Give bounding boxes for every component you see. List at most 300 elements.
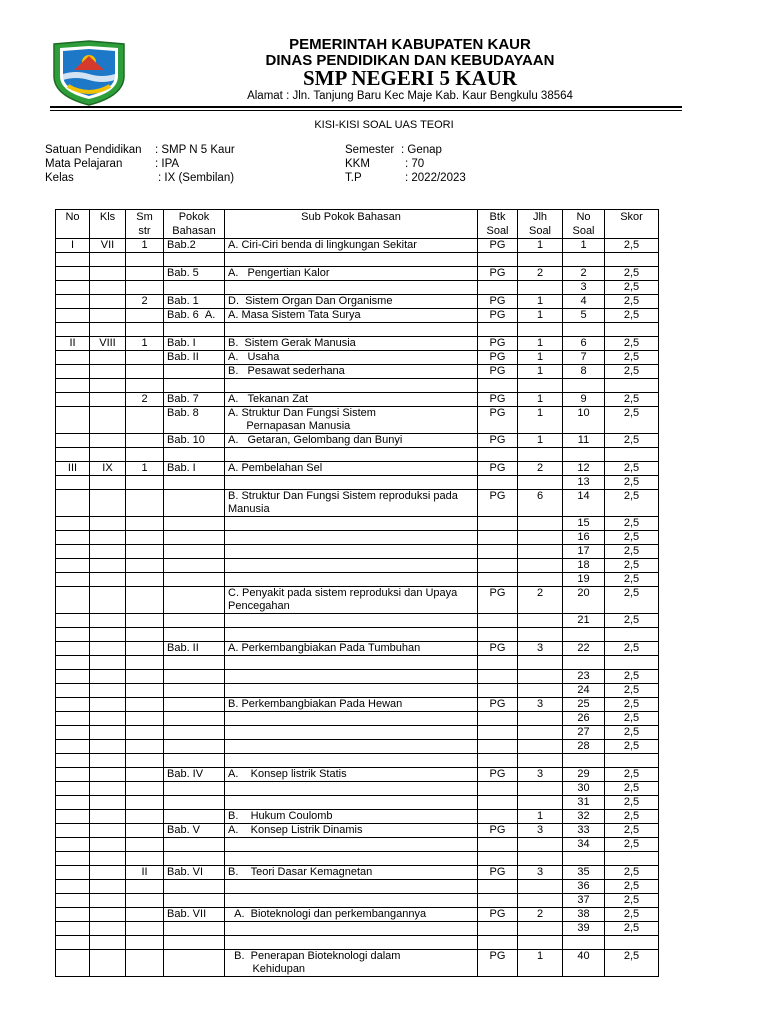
cell-smstr [126, 434, 164, 448]
cell-smstr [126, 922, 164, 936]
cell-no-soal [563, 656, 605, 670]
table-row [56, 323, 659, 337]
cell-kls [90, 712, 126, 726]
table-row [56, 337, 659, 351]
cell-no [56, 351, 90, 365]
cell-no [56, 838, 90, 852]
cell-sub-pokok-bahasan: A. Bioteknologi dan perkembangannya [225, 908, 478, 922]
cell-pokok-bahasan [164, 253, 225, 267]
cell-kls [90, 281, 126, 295]
cell-sub-pokok-bahasan: A. Ciri-Ciri benda di lingkungan Sekitar [225, 239, 478, 253]
table-row [56, 545, 659, 559]
cell-kls [90, 559, 126, 573]
cell-btk-soal: PG [478, 239, 518, 253]
cell-jlh-soal [518, 253, 563, 267]
cell-btk-soal: PG [478, 950, 518, 977]
cell-smstr [126, 936, 164, 950]
cell-no-soal: 16 [563, 531, 605, 545]
cell-smstr [126, 796, 164, 810]
cell-skor: 2,5 [605, 880, 659, 894]
satuan-label: Satuan Pendidikan [45, 144, 142, 156]
cell-no-soal [563, 448, 605, 462]
header-btk-soal: Btk Soal [478, 210, 518, 239]
cell-kls [90, 838, 126, 852]
cell-smstr [126, 379, 164, 393]
department-name: DINAS PENDIDIKAN DAN KEBUDAYAAN [265, 52, 555, 69]
cell-no-soal: 24 [563, 684, 605, 698]
cell-no-soal: 1 [563, 239, 605, 253]
cell-skor [605, 379, 659, 393]
cell-btk-soal [478, 684, 518, 698]
kabupaten-kaur-logo [48, 40, 130, 106]
cell-no [56, 393, 90, 407]
table-row [56, 517, 659, 531]
cell-skor: 2,5 [605, 531, 659, 545]
table-row [56, 712, 659, 726]
cell-kls [90, 852, 126, 866]
cell-no-soal [563, 379, 605, 393]
table-row [56, 490, 659, 517]
cell-jlh-soal [518, 476, 563, 490]
cell-no [56, 587, 90, 614]
cell-no [56, 768, 90, 782]
cell-pokok-bahasan: Bab. 8 [164, 407, 225, 434]
cell-sub-pokok-bahasan: C. Penyakit pada sistem reproduksi dan Upaya Pencegahan [225, 587, 478, 614]
cell-smstr [126, 614, 164, 628]
cell-jlh-soal [518, 796, 563, 810]
cell-skor: 2,5 [605, 670, 659, 684]
cell-no-soal: 38 [563, 908, 605, 922]
table-row [56, 587, 659, 614]
cell-smstr: 1 [126, 337, 164, 351]
cell-kls: VIII [90, 337, 126, 351]
cell-jlh-soal [518, 782, 563, 796]
cell-btk-soal: PG [478, 768, 518, 782]
cell-btk-soal: PG [478, 295, 518, 309]
cell-pokok-bahasan [164, 880, 225, 894]
cell-smstr: II [126, 866, 164, 880]
cell-no-soal: 22 [563, 642, 605, 656]
table-row [56, 628, 659, 642]
cell-smstr [126, 880, 164, 894]
cell-pokok-bahasan: Bab. I [164, 462, 225, 476]
table-row [56, 950, 659, 977]
kisi-kisi-table [55, 209, 659, 977]
cell-smstr [126, 323, 164, 337]
cell-smstr [126, 782, 164, 796]
cell-no-soal [563, 852, 605, 866]
cell-kls [90, 642, 126, 656]
cell-jlh-soal [518, 614, 563, 628]
cell-jlh-soal [518, 559, 563, 573]
table-row [56, 448, 659, 462]
cell-smstr [126, 281, 164, 295]
cell-sub-pokok-bahasan [225, 379, 478, 393]
header-kls: Kls [90, 210, 126, 239]
table-row [56, 559, 659, 573]
cell-sub-pokok-bahasan [225, 517, 478, 531]
table-row [56, 434, 659, 448]
cell-no [56, 614, 90, 628]
cell-sub-pokok-bahasan: A. Masa Sistem Tata Surya [225, 309, 478, 323]
cell-pokok-bahasan [164, 517, 225, 531]
school-address: Alamat : Jln. Tanjung Baru Kec Maje Kab. Kaur Bengkulu 38564 [247, 90, 573, 102]
cell-smstr [126, 448, 164, 462]
cell-no: III [56, 462, 90, 476]
cell-pokok-bahasan: Bab. V [164, 824, 225, 838]
cell-kls [90, 894, 126, 908]
cell-sub-pokok-bahasan [225, 573, 478, 587]
cell-kls [90, 908, 126, 922]
cell-btk-soal [478, 810, 518, 824]
mapel-label: Mata Pelajaran [45, 158, 123, 170]
cell-btk-soal: PG [478, 365, 518, 379]
cell-no-soal: 39 [563, 922, 605, 936]
cell-pokok-bahasan [164, 379, 225, 393]
header-pokok-bahasan: Pokok Bahasan [164, 210, 225, 239]
cell-jlh-soal [518, 573, 563, 587]
cell-no [56, 531, 90, 545]
cell-no-soal: 7 [563, 351, 605, 365]
cell-no-soal: 36 [563, 880, 605, 894]
cell-no [56, 712, 90, 726]
table-row [56, 281, 659, 295]
cell-no-soal: 12 [563, 462, 605, 476]
cell-jlh-soal [518, 936, 563, 950]
cell-sub-pokok-bahasan [225, 448, 478, 462]
cell-pokok-bahasan [164, 614, 225, 628]
cell-kls [90, 782, 126, 796]
cell-no [56, 545, 90, 559]
cell-skor: 2,5 [605, 309, 659, 323]
cell-no-soal: 35 [563, 866, 605, 880]
cell-kls [90, 253, 126, 267]
cell-sub-pokok-bahasan [225, 852, 478, 866]
cell-sub-pokok-bahasan: A. Perkembangbiakan Pada Tumbuhan [225, 642, 478, 656]
table-row [56, 365, 659, 379]
cell-skor: 2,5 [605, 768, 659, 782]
cell-jlh-soal [518, 880, 563, 894]
cell-pokok-bahasan [164, 365, 225, 379]
cell-kls: IX [90, 462, 126, 476]
cell-jlh-soal: 1 [518, 309, 563, 323]
cell-jlh-soal: 3 [518, 866, 563, 880]
cell-sub-pokok-bahasan [225, 253, 478, 267]
cell-no-soal: 19 [563, 573, 605, 587]
cell-smstr [126, 407, 164, 434]
cell-no [56, 365, 90, 379]
cell-smstr: 2 [126, 295, 164, 309]
cell-pokok-bahasan [164, 712, 225, 726]
cell-smstr [126, 908, 164, 922]
cell-sub-pokok-bahasan [225, 754, 478, 768]
cell-no-soal: 2 [563, 267, 605, 281]
cell-pokok-bahasan: Bab. 1 [164, 295, 225, 309]
cell-skor: 2,5 [605, 239, 659, 253]
table-row [56, 824, 659, 838]
cell-kls [90, 810, 126, 824]
kelas-value: : IX (Sembilan) [158, 172, 235, 184]
cell-no-soal: 18 [563, 559, 605, 573]
cell-jlh-soal [518, 922, 563, 936]
cell-skor: 2,5 [605, 393, 659, 407]
cell-skor [605, 628, 659, 642]
cell-no-soal: 32 [563, 810, 605, 824]
cell-smstr: 1 [126, 462, 164, 476]
cell-no [56, 726, 90, 740]
cell-kls [90, 573, 126, 587]
cell-smstr [126, 698, 164, 712]
cell-skor: 2,5 [605, 796, 659, 810]
cell-no [56, 434, 90, 448]
table-row [56, 462, 659, 476]
cell-no-soal: 20 [563, 587, 605, 614]
table-row [56, 754, 659, 768]
cell-skor: 2,5 [605, 490, 659, 517]
cell-pokok-bahasan [164, 281, 225, 295]
cell-smstr [126, 950, 164, 977]
cell-smstr [126, 712, 164, 726]
cell-btk-soal [478, 614, 518, 628]
cell-kls [90, 267, 126, 281]
cell-sub-pokok-bahasan [225, 531, 478, 545]
cell-pokok-bahasan [164, 698, 225, 712]
cell-sub-pokok-bahasan [225, 628, 478, 642]
cell-pokok-bahasan [164, 559, 225, 573]
cell-pokok-bahasan [164, 476, 225, 490]
cell-skor: 2,5 [605, 894, 659, 908]
cell-no [56, 810, 90, 824]
cell-skor: 2,5 [605, 351, 659, 365]
cell-btk-soal: PG [478, 337, 518, 351]
table-row [56, 309, 659, 323]
table-row [56, 573, 659, 587]
cell-sub-pokok-bahasan: A. Struktur Dan Fungsi Sistem Pernapasan Manusia [225, 407, 478, 434]
header-no-soal: No Soal [563, 210, 605, 239]
cell-kls [90, 490, 126, 517]
table-row [56, 670, 659, 684]
semester-value: : Genap [401, 144, 442, 156]
cell-no [56, 754, 90, 768]
cell-sub-pokok-bahasan: B. Hukum Coulomb [225, 810, 478, 824]
cell-kls [90, 922, 126, 936]
cell-btk-soal: PG [478, 908, 518, 922]
cell-skor: 2,5 [605, 810, 659, 824]
cell-kls [90, 740, 126, 754]
cell-sub-pokok-bahasan [225, 782, 478, 796]
cell-no [56, 824, 90, 838]
cell-no [56, 642, 90, 656]
cell-jlh-soal: 1 [518, 337, 563, 351]
school-name: SMP NEGERI 5 KAUR [302, 66, 518, 90]
cell-jlh-soal: 2 [518, 908, 563, 922]
kkm-value: : 70 [405, 158, 425, 170]
cell-kls [90, 698, 126, 712]
kkm-label: KKM [345, 158, 370, 170]
cell-skor: 2,5 [605, 295, 659, 309]
cell-kls [90, 684, 126, 698]
cell-no-soal: 15 [563, 517, 605, 531]
tp-label: T.P [345, 172, 362, 184]
cell-btk-soal: PG [478, 866, 518, 880]
table-row [56, 239, 659, 253]
cell-no-soal: 10 [563, 407, 605, 434]
cell-pokok-bahasan [164, 531, 225, 545]
cell-kls [90, 407, 126, 434]
cell-no-soal: 17 [563, 545, 605, 559]
cell-jlh-soal: 3 [518, 698, 563, 712]
cell-skor: 2,5 [605, 866, 659, 880]
header-sub-pokok-bahasan: Sub Pokok Bahasan [225, 210, 478, 239]
cell-skor: 2,5 [605, 740, 659, 754]
cell-kls [90, 351, 126, 365]
table-row [56, 880, 659, 894]
cell-smstr [126, 517, 164, 531]
cell-pokok-bahasan [164, 656, 225, 670]
cell-kls [90, 517, 126, 531]
cell-sub-pokok-bahasan [225, 796, 478, 810]
cell-jlh-soal: 2 [518, 267, 563, 281]
table-row [56, 796, 659, 810]
table-row [56, 838, 659, 852]
cell-skor: 2,5 [605, 573, 659, 587]
cell-sub-pokok-bahasan [225, 281, 478, 295]
cell-no: II [56, 337, 90, 351]
cell-btk-soal [478, 838, 518, 852]
cell-skor: 2,5 [605, 337, 659, 351]
cell-btk-soal: PG [478, 462, 518, 476]
table-row [56, 393, 659, 407]
cell-jlh-soal: 1 [518, 950, 563, 977]
cell-kls [90, 323, 126, 337]
cell-smstr [126, 656, 164, 670]
cell-no [56, 782, 90, 796]
cell-skor: 2,5 [605, 476, 659, 490]
cell-jlh-soal [518, 684, 563, 698]
cell-sub-pokok-bahasan [225, 476, 478, 490]
table-row [56, 782, 659, 796]
cell-pokok-bahasan [164, 490, 225, 517]
cell-no-soal: 13 [563, 476, 605, 490]
cell-jlh-soal: 2 [518, 587, 563, 614]
cell-smstr [126, 754, 164, 768]
cell-sub-pokok-bahasan [225, 559, 478, 573]
cell-pokok-bahasan [164, 726, 225, 740]
cell-skor: 2,5 [605, 407, 659, 434]
cell-sub-pokok-bahasan: A. Pembelahan Sel [225, 462, 478, 476]
cell-no: I [56, 239, 90, 253]
cell-pokok-bahasan: Bab. II [164, 642, 225, 656]
cell-no-soal: 29 [563, 768, 605, 782]
cell-btk-soal [478, 712, 518, 726]
header-skor: Skor [605, 210, 659, 239]
table-body [56, 239, 659, 977]
cell-pokok-bahasan [164, 628, 225, 642]
table-row [56, 894, 659, 908]
cell-pokok-bahasan [164, 922, 225, 936]
cell-jlh-soal: 3 [518, 824, 563, 838]
cell-skor [605, 754, 659, 768]
cell-jlh-soal: 1 [518, 407, 563, 434]
cell-jlh-soal: 2 [518, 462, 563, 476]
cell-no [56, 573, 90, 587]
cell-smstr [126, 810, 164, 824]
cell-pokok-bahasan: Bab. 6 A. [164, 309, 225, 323]
cell-kls [90, 754, 126, 768]
table-row [56, 922, 659, 936]
cell-skor: 2,5 [605, 712, 659, 726]
cell-btk-soal: PG [478, 434, 518, 448]
cell-btk-soal [478, 936, 518, 950]
cell-no [56, 950, 90, 977]
header-no: No [56, 210, 90, 239]
cell-jlh-soal [518, 656, 563, 670]
cell-jlh-soal [518, 323, 563, 337]
cell-skor: 2,5 [605, 908, 659, 922]
cell-sub-pokok-bahasan [225, 936, 478, 950]
cell-kls [90, 880, 126, 894]
cell-no [56, 880, 90, 894]
cell-sub-pokok-bahasan: A. Konsep listrik Statis [225, 768, 478, 782]
cell-sub-pokok-bahasan: A. Getaran, Gelombang dan Bunyi [225, 434, 478, 448]
government-name: PEMERINTAH KABUPATEN KAUR [289, 36, 531, 53]
cell-kls [90, 393, 126, 407]
cell-btk-soal: PG [478, 587, 518, 614]
cell-btk-soal: PG [478, 267, 518, 281]
cell-btk-soal [478, 656, 518, 670]
cell-smstr [126, 670, 164, 684]
cell-no [56, 656, 90, 670]
cell-skor: 2,5 [605, 267, 659, 281]
cell-jlh-soal [518, 894, 563, 908]
cell-no [56, 852, 90, 866]
cell-no [56, 379, 90, 393]
cell-pokok-bahasan: Bab. 10 [164, 434, 225, 448]
cell-sub-pokok-bahasan: B. Pesawat sederhana [225, 365, 478, 379]
cell-pokok-bahasan [164, 838, 225, 852]
cell-kls [90, 824, 126, 838]
cell-jlh-soal: 1 [518, 365, 563, 379]
cell-smstr [126, 642, 164, 656]
cell-btk-soal: PG [478, 393, 518, 407]
cell-skor: 2,5 [605, 281, 659, 295]
table-row [56, 267, 659, 281]
cell-no [56, 559, 90, 573]
table-row [56, 614, 659, 628]
cell-skor: 2,5 [605, 782, 659, 796]
cell-kls [90, 531, 126, 545]
cell-jlh-soal [518, 448, 563, 462]
cell-no-soal: 33 [563, 824, 605, 838]
cell-no [56, 740, 90, 754]
cell-sub-pokok-bahasan: B. Sistem Gerak Manusia [225, 337, 478, 351]
table-row [56, 407, 659, 434]
cell-no-soal: 25 [563, 698, 605, 712]
cell-btk-soal [478, 281, 518, 295]
cell-skor [605, 936, 659, 950]
cell-smstr [126, 365, 164, 379]
cell-jlh-soal [518, 852, 563, 866]
cell-pokok-bahasan: Bab. I [164, 337, 225, 351]
cell-no-soal [563, 323, 605, 337]
cell-pokok-bahasan [164, 782, 225, 796]
cell-skor [605, 253, 659, 267]
cell-smstr [126, 267, 164, 281]
cell-pokok-bahasan [164, 448, 225, 462]
cell-pokok-bahasan [164, 587, 225, 614]
cell-no-soal: 26 [563, 712, 605, 726]
cell-btk-soal [478, 670, 518, 684]
